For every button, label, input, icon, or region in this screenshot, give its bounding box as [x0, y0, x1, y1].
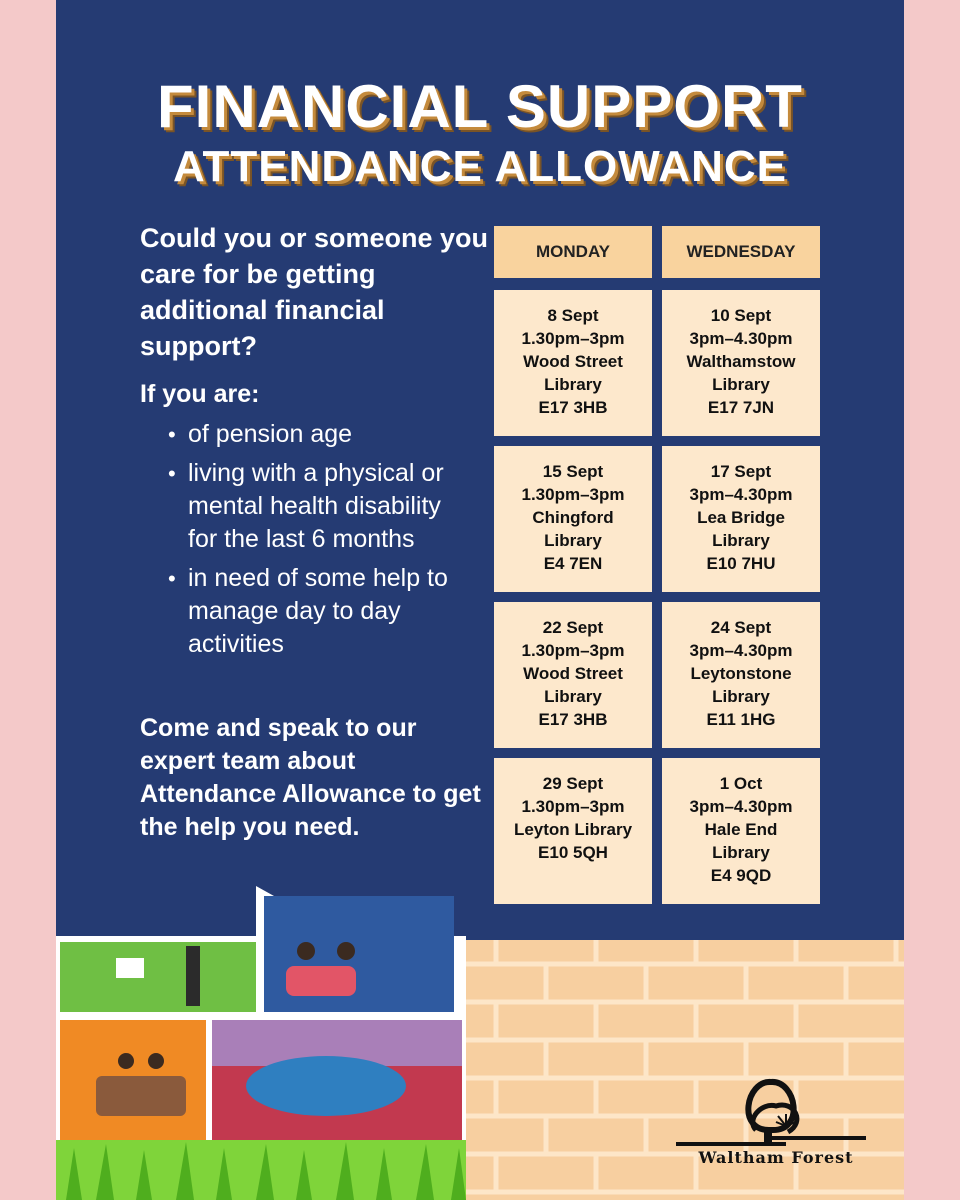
session-postcode: E10 7HU [706, 554, 776, 573]
header-wednesday: WEDNESDAY [662, 226, 820, 278]
session-place: Library [712, 531, 770, 550]
session-place: Library [544, 531, 602, 550]
session-place: Wood Street [523, 664, 623, 683]
criteria-item: • living with a physical or mental health disability for the last 6 months [168, 457, 468, 556]
session-time: 1.30pm–3pm [521, 641, 625, 660]
session-cell [662, 446, 820, 592]
session-place: Chingford [532, 508, 614, 527]
session-place: Library [544, 687, 602, 706]
session-date: 22 Sept [542, 618, 604, 637]
session-cell [494, 602, 652, 748]
house-illustration [56, 886, 466, 1200]
session-postcode: E4 9QD [710, 866, 772, 885]
session-postcode: E11 1HG [706, 710, 776, 729]
session-place: Library [712, 687, 770, 706]
session-time: 1.30pm–3pm [521, 329, 625, 348]
session-time: 1.30pm–3pm [521, 797, 625, 816]
closing-text: Come and speak to our expert team about Attendance Allowance to get the help you need. [140, 714, 481, 841]
criteria-heading: If you are: [140, 380, 260, 408]
session-time: 1.30pm–3pm [521, 485, 625, 504]
session-place: Leyton Library [513, 820, 633, 839]
header-monday: MONDAY [494, 226, 652, 278]
session-place: Lea Bridge [697, 508, 785, 527]
session-time: 3pm–4.30pm [689, 797, 793, 816]
session-place: Leytonstone [690, 664, 792, 683]
lead-question: Could you or someone you care for be getting additional financial support? [140, 223, 489, 361]
session-postcode: E4 7EN [543, 554, 603, 573]
session-place: Walthamstow [686, 352, 796, 371]
session-postcode: E17 3HB [538, 398, 608, 417]
session-date: 17 Sept [710, 462, 772, 481]
session-place: Wood Street [523, 352, 623, 371]
session-cell [662, 290, 820, 436]
session-date: 15 Sept [542, 462, 604, 481]
session-cell [662, 602, 820, 748]
title-main: FINANCIAL SUPPORT [157, 73, 803, 140]
session-time: 3pm–4.30pm [689, 329, 793, 348]
criteria-item: • in need of some help to manage day to day activities [168, 562, 468, 661]
session-place: Hale End [704, 820, 778, 839]
session-postcode: E17 3HB [538, 710, 608, 729]
session-time: 3pm–4.30pm [689, 641, 793, 660]
session-cell [494, 446, 652, 592]
session-cell [494, 758, 652, 904]
session-cell [494, 290, 652, 436]
criteria-item: • of pension age [168, 418, 468, 451]
session-postcode: E10 5QH [538, 843, 608, 862]
session-place: Library [544, 375, 602, 394]
session-cell [662, 758, 820, 904]
poster [56, 0, 904, 1200]
title-sub: ATTENDANCE ALLOWANCE [173, 142, 787, 191]
session-time: 3pm–4.30pm [689, 485, 793, 504]
session-place: Library [712, 843, 770, 862]
session-date: 1 Oct [719, 774, 763, 793]
session-date: 10 Sept [710, 306, 772, 325]
logo-text: Waltham Forest [698, 1148, 854, 1167]
session-date: 29 Sept [542, 774, 604, 793]
session-date: 8 Sept [547, 306, 599, 325]
session-date: 24 Sept [710, 618, 772, 637]
session-postcode: E17 7JN [707, 398, 775, 417]
criteria-list [168, 418, 468, 667]
session-place: Library [712, 375, 770, 394]
